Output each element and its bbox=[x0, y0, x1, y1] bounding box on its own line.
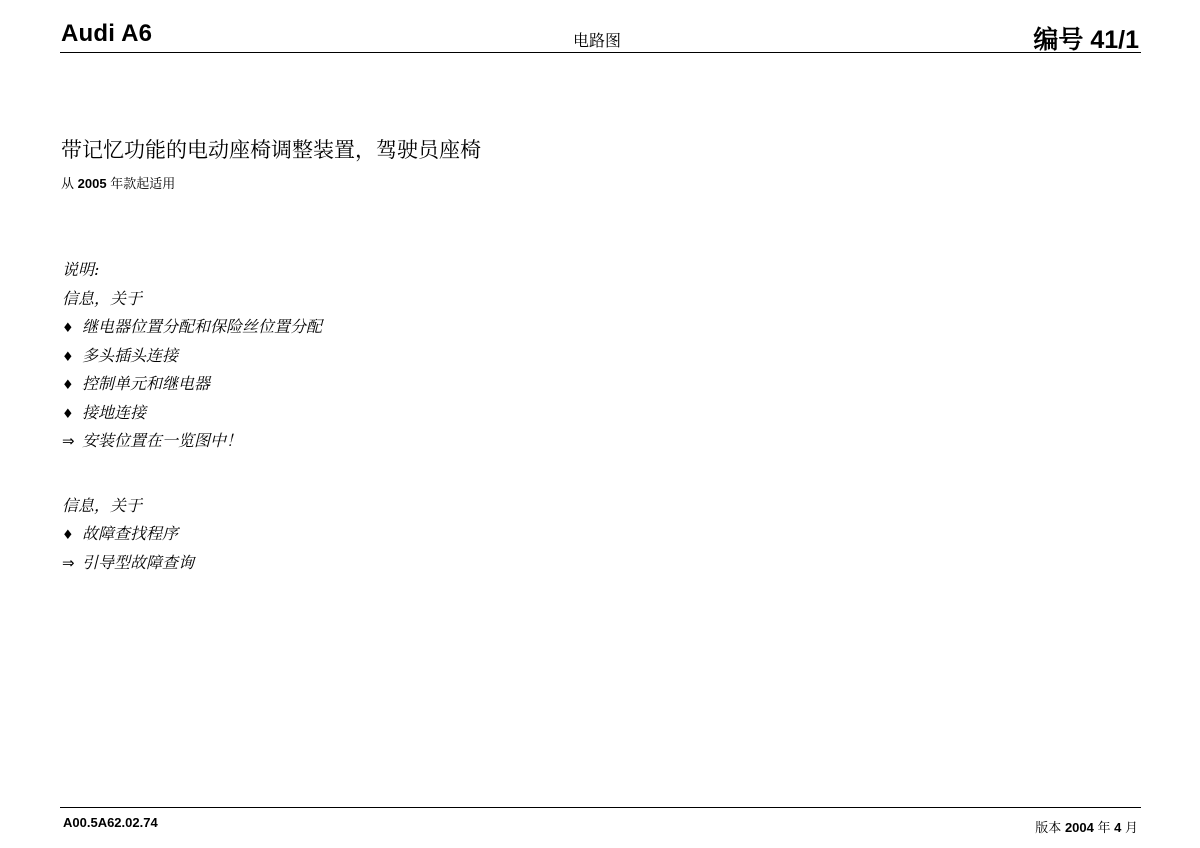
bullet-item bbox=[62, 313, 322, 342]
edition-prefix: 版本 bbox=[1035, 820, 1062, 835]
page-footer bbox=[60, 807, 1141, 838]
bullet-item bbox=[62, 399, 322, 428]
bullet-text: 故障查找程序 bbox=[82, 524, 179, 543]
bullet-text: 接地连接 bbox=[82, 402, 147, 422]
subtitle-year: 2005 bbox=[77, 176, 107, 191]
edition-year-unit: 年 bbox=[1097, 820, 1111, 835]
page-title: 带记忆功能的电动座椅调整装置，驾驶员座椅 bbox=[61, 139, 481, 162]
section-gap bbox=[62, 456, 322, 492]
info-label: 信息，关于 bbox=[62, 288, 143, 308]
arrow-right-icon: ⇒ bbox=[62, 553, 75, 572]
document-number: 编号 41/1 bbox=[1033, 26, 1139, 54]
bullet-item bbox=[62, 370, 322, 399]
edition-month: 4 bbox=[1114, 820, 1122, 835]
reference-text: 安装位置在一览图中！ bbox=[82, 431, 243, 450]
edition-year: 2004 bbox=[1064, 820, 1094, 835]
page-subtitle bbox=[61, 173, 175, 192]
bullet-item bbox=[62, 342, 322, 371]
bullet-text: 继电器位置分配和保险丝位置分配 bbox=[82, 317, 323, 336]
subtitle-suffix: 年款起适用 bbox=[110, 176, 176, 191]
bullet-text: 控制单元和继电器 bbox=[82, 374, 211, 393]
subtitle-prefix: 从 bbox=[61, 176, 75, 191]
notes-section bbox=[62, 256, 322, 577]
diamond-bullet-icon: ♦ bbox=[62, 406, 74, 422]
bullet-text: 多头插头连接 bbox=[82, 345, 179, 365]
diamond-bullet-icon: ♦ bbox=[62, 528, 74, 543]
reference-text: 引导型故障查询 bbox=[82, 552, 195, 572]
diamond-bullet-icon: ♦ bbox=[62, 349, 74, 365]
notes-heading: 说明: bbox=[62, 260, 100, 279]
edition-date bbox=[1035, 817, 1138, 836]
arrow-right-icon: ⇒ bbox=[62, 432, 75, 450]
info-label: 信息，关于 bbox=[62, 495, 143, 515]
document-type: 电路图 bbox=[573, 33, 622, 50]
bullet-item bbox=[62, 520, 322, 549]
edition-month-unit: 月 bbox=[1124, 820, 1138, 835]
diamond-bullet-icon: ♦ bbox=[62, 378, 74, 393]
reference-link bbox=[62, 427, 322, 456]
brand-name: Audi A6 bbox=[61, 20, 153, 47]
document-code: A00.5A62.02.74 bbox=[63, 815, 158, 830]
reference-link bbox=[62, 549, 322, 578]
diamond-bullet-icon: ♦ bbox=[62, 321, 74, 336]
page-header bbox=[60, 18, 1141, 53]
